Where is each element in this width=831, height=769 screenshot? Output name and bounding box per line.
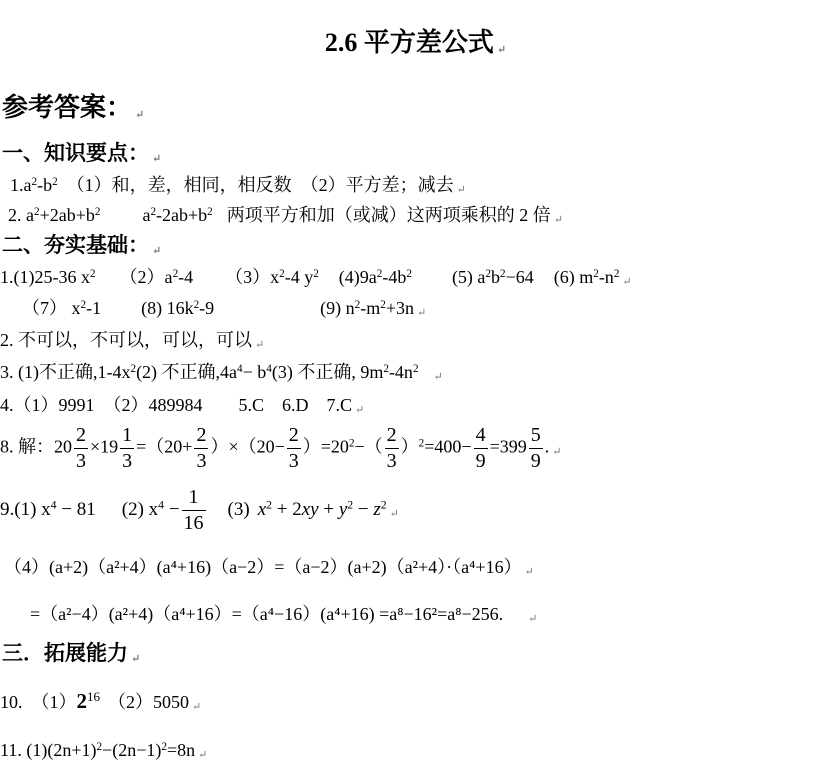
q10-line: 10. $(1)2^{16}$ （2）5050 ↵: [0, 688, 202, 713]
q11-line: 11. $(1)(2n+1)^2-(2n-1)^2=8n$ ↵: [0, 740, 208, 761]
q4-line: 4.（1）9991 （2）489984 5.C 6.D 7.C ↵: [0, 395, 365, 416]
q8-line: 8. 解：20 $\frac{2}{3}$ ×19 $\frac{1}{3}$ =（20+ $\frac{2}{3}$ ）×（20− $\frac{2}{3}$ ）$=20^2-$（ $\frac{2}{3}$ ）$^2$=400− $\frac{4}{9}$ =399 $\frac{5}{9}$ . ↵: [0, 424, 562, 472]
q9-line-c: =（a²−4）(a²+4)（a⁴+16）=（a⁴−16）(a⁴+16) =a⁸−16²=a⁸−256. ↵: [12, 604, 538, 625]
fraction-5-9: $\frac{5}{9}$: [530, 424, 541, 472]
q9-line-a: 9.(1) $x^4 - 81$ (2) $x^4$ − $\frac{1}{16}$ (3) $x^2 + 2xy + y^2$ − $z^2↵$: [0, 486, 399, 534]
fraction-2-3: $\frac{2}{3}$: [288, 424, 299, 472]
s1-line-1: $1.a^2-b^2$ （1）和，差，相同，相反数 （2）平方差；减去 ↵: [10, 175, 466, 196]
q9-line-b: （4）(a+2)（a²+4）(a⁴+16)（a−2）=（a−2）(a+2)（a²+4）·（a⁴+16） ↵: [4, 557, 534, 578]
section-2-heading: 二、夯实基础： ↵: [2, 233, 162, 257]
q2-line: 2. 不可以，不可以，可以，可以 ↵: [0, 330, 265, 351]
s1-line-2: 2. $a^2+2ab+b^2$ $a^2-2ab+b^2$ 两项平方和加（或减）这两项乘积的 2 倍 ↵: [8, 205, 563, 226]
fraction-2-3: $\frac{2}{3}$: [386, 424, 397, 472]
answers-heading: 参考答案： ↵: [2, 93, 145, 122]
section-1-heading: 一、知识要点： ↵: [2, 141, 162, 165]
fraction-2-3: $\frac{2}{3}$: [76, 424, 86, 472]
page-title: 2.6 平方差公式 ↵: [324, 28, 507, 57]
q1-line-a: 1.(1)25-36 $x^2$ $(2)a^2-4$ $(3)x^2-4$ $y^2$ $(4)9a^2-4b^2$ (5) $a^2b^2-64$ (6) $m^2-n^2↵$: [0, 267, 632, 288]
q3-line: 3. (1)不正确$,1-4x^2(2)$ 不正确$,4a^4- b^4(3)$ 不正确, $9m^2-4n^2↵$: [0, 362, 443, 383]
section-3-heading: 三．拓展能力 ↵: [2, 641, 141, 665]
fraction-1-16: $\frac{1}{16}$: [183, 486, 204, 534]
fraction-2-3: $\frac{2}{3}$: [196, 424, 207, 472]
fraction-1-3: $\frac{1}{3}$: [122, 424, 133, 472]
q1-line-b: （7） $x^2-1$ (8) $16k^2-9$ (9) $n^2-m^2+3n$ ↵: [22, 298, 427, 319]
fraction-4-9: $\frac{4}{9}$: [475, 424, 486, 472]
